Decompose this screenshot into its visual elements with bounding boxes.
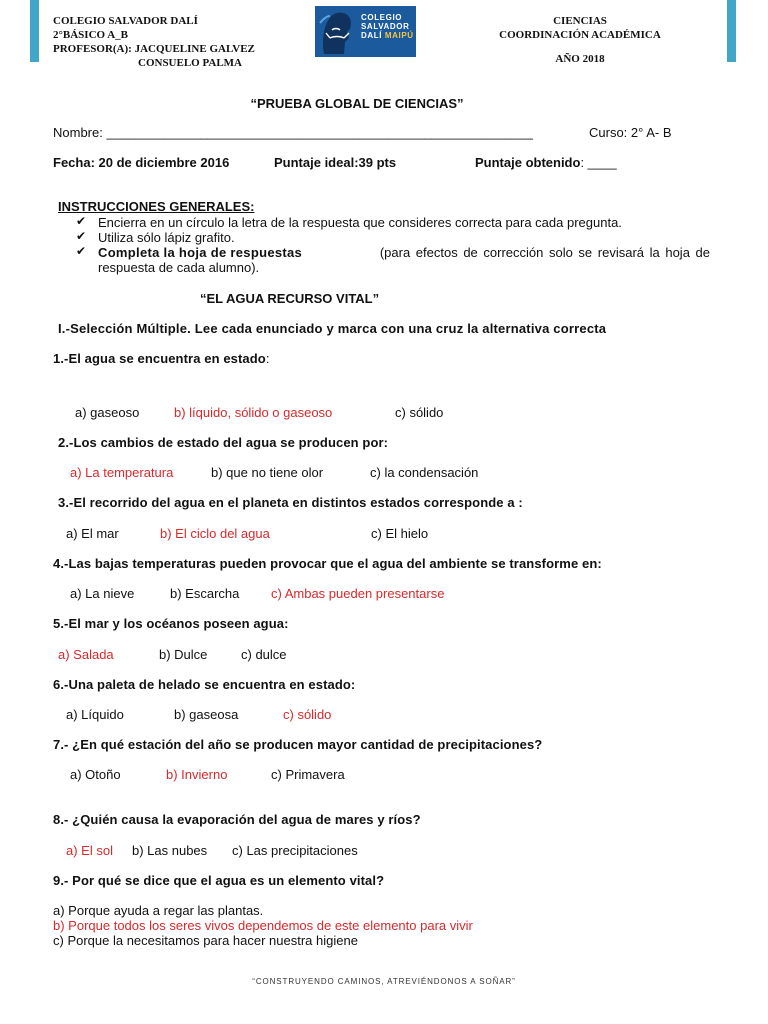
check-icon: ✔ [76,214,87,228]
section-title: “EL AGUA RECURSO VITAL” [200,291,380,306]
section-instruction: I.-Selección Múltiple. Lee cada enunciado y marca con una cruz la alternativa correcta [58,321,607,336]
question-5: 5.-El mar y los océanos poseen agua: [53,616,289,631]
q4-option-a[interactable]: a) La nieve [70,586,135,601]
instruction-2: Utiliza sólo lápiz grafito. [98,230,235,245]
question-8: 8.- ¿Quién causa la evaporación del agua de mares y ríos? [53,812,421,827]
question-7: 7.- ¿En qué estación del año se producen mayor cantidad de precipitaciones? [53,737,543,752]
check-icon: ✔ [76,229,87,243]
q9-option-c[interactable]: c) Porque la necesitamos para hacer nuestra higiene [53,933,358,948]
q9-option-a[interactable]: a) Porque ayuda a regar las plantas. [53,903,264,918]
right-accent-bar [727,0,736,62]
q6-option-b[interactable]: b) gaseosa [174,707,239,722]
question-4: 4.-Las bajas temperaturas pueden provocar que el agua del ambiente se transforme en: [53,556,602,571]
q8-option-c[interactable]: c) Las precipitaciones [232,843,358,858]
header-left [53,14,255,70]
check-icon: ✔ [76,244,87,258]
question-9: 9.- Por qué se dice que el agua es un elemento vital? [53,873,385,888]
name-field: Nombre: ___________________________________________________________ [53,125,534,140]
q1-option-c[interactable]: c) sólido [395,405,444,420]
q1-option-b[interactable]: b) líquido, sólido o gaseoso [174,405,333,420]
q4-option-c[interactable]: c) Ambas pueden presentarse [271,586,445,601]
dali-portrait-icon [318,8,358,55]
instruction-1: Encierra en un círculo la letra de la respuesta que consideres correcta para cada pregunta. [98,215,622,230]
q3-option-c[interactable]: c) El hielo [371,526,429,541]
obtained-score: Puntaje obtenido: ____ [475,155,617,170]
q9-option-b[interactable]: b) Porque todos los seres vivos dependemos de este elemento para vivir [53,918,473,933]
department: COORDINACIÓN ACADÉMICA [499,29,661,41]
subject: CIENCIAS [553,15,607,27]
q4-option-b[interactable]: b) Escarcha [170,586,240,601]
q7-option-a[interactable]: a) Otoño [70,767,121,782]
question-2: 2.-Los cambios de estado del agua se producen por: [58,435,389,450]
school-name: COLEGIO SALVADOR DALÍ [53,15,198,27]
course-label: Curso: 2° A- B [589,125,672,140]
question-6: 6.-Una paleta de helado se encuentra en estado: [53,677,356,692]
exam-title: “PRUEBA GLOBAL DE CIENCIAS” [250,96,464,111]
q1-option-a[interactable]: a) gaseoso [75,405,140,420]
q3-option-a[interactable]: a) El mar [66,526,119,541]
q5-option-a[interactable]: a) Salada [58,647,114,662]
instruction-3-cont: respuesta de cada alumno). [98,260,260,275]
instructions-title: INSTRUCCIONES GENERALES: [58,199,255,214]
exam-date: Fecha: 20 de diciembre 2016 [53,155,230,170]
logo-text: COLEGIO SALVADOR DALÍ MAIPÚ [361,13,414,40]
teacher: PROFESOR(A): JACQUELINE GALVEZ [53,43,255,55]
q6-option-a[interactable]: a) Líquido [66,707,124,722]
question-1: 1.-El agua se encuentra en estado: [53,351,270,366]
q5-option-c[interactable]: c) dulce [241,647,287,662]
ideal-score: Puntaje ideal:39 pts [274,155,397,170]
header-right [470,14,690,42]
footer-motto: “CONSTRUYENDO CAMINOS, ATREVIÉNDONOS A SOÑAR” [252,977,516,986]
q7-option-c[interactable]: c) Primavera [271,767,345,782]
instruction-3: Completa la hoja de respuestas (para efectos de corrección solo se revisará la hoja de [98,245,710,260]
q6-option-c[interactable]: c) sólido [283,707,332,722]
q2-option-c[interactable]: c) la condensación [370,465,479,480]
q5-option-b[interactable]: b) Dulce [159,647,208,662]
school-year: AÑO 2018 [555,53,605,65]
q3-option-b[interactable]: b) El ciclo del agua [160,526,270,541]
q8-option-b[interactable]: b) Las nubes [132,843,208,858]
q2-option-a[interactable]: a) La temperatura [70,465,174,480]
q8-option-a[interactable]: a) El sol [66,843,113,858]
school-logo [315,6,416,57]
grade: 2°BÁSICO A_B [53,29,129,41]
question-3: 3.-El recorrido del agua en el planeta en distintos estados corresponde a : [58,495,523,510]
left-accent-bar [30,0,39,62]
teacher-2: CONSUELO PALMA [138,57,242,69]
q7-option-b[interactable]: b) Invierno [166,767,228,782]
q2-option-b[interactable]: b) que no tiene olor [211,465,324,480]
